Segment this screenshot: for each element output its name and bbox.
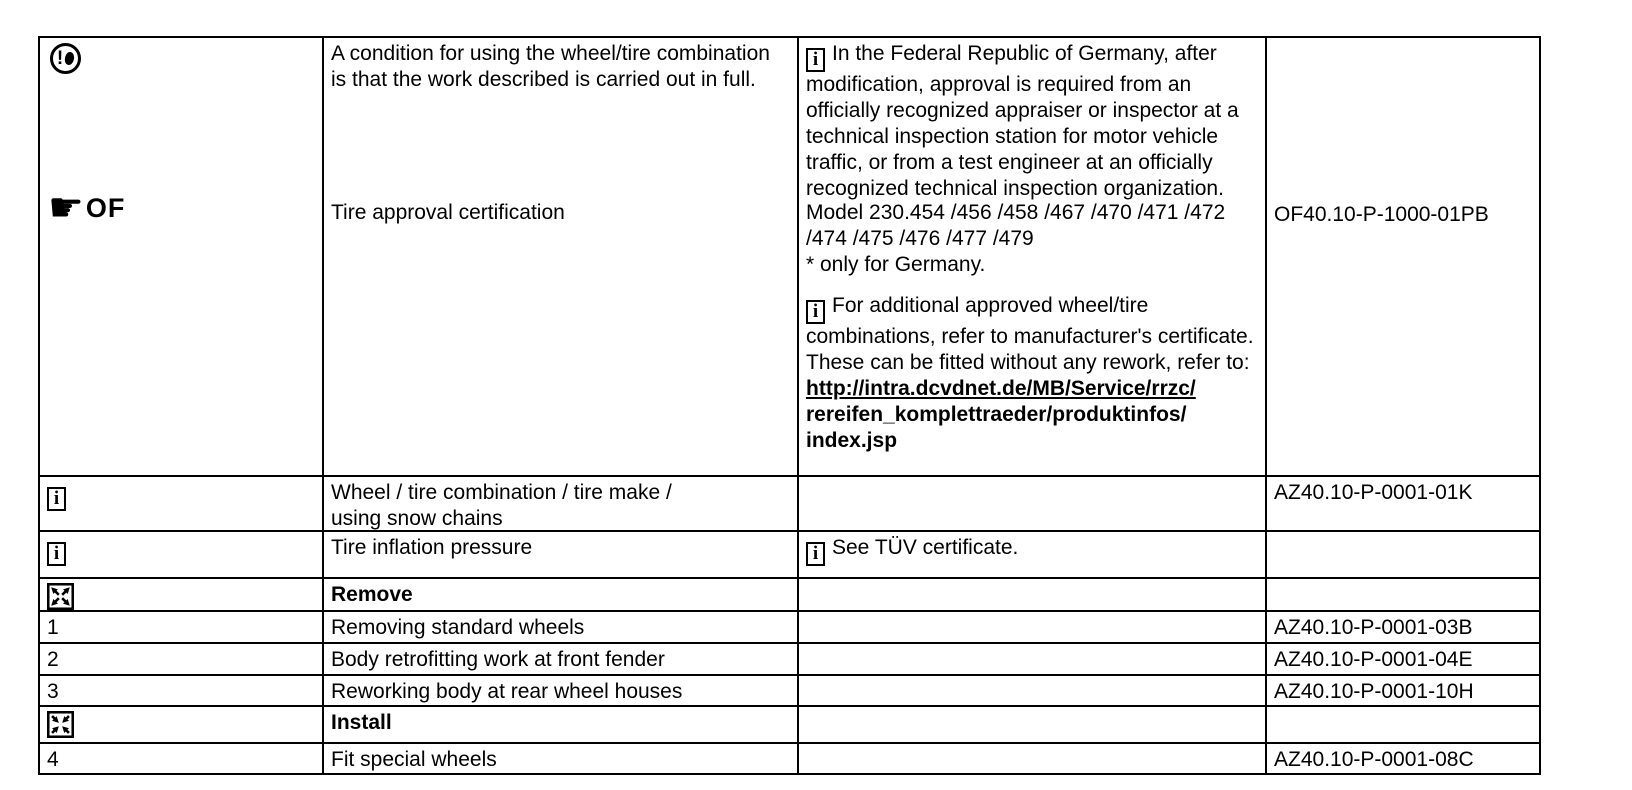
row-notes-cell bbox=[797, 577, 1265, 610]
document-code: AZ40.10-P-0001-04E bbox=[1274, 648, 1473, 671]
row-notes-cell bbox=[797, 610, 1265, 642]
note-text: See TÜV certificate. bbox=[832, 536, 1019, 559]
document-code: OF40.10-P-1000-01PB bbox=[1274, 203, 1489, 226]
row-notes-cell bbox=[797, 705, 1265, 742]
info-icon: i bbox=[47, 542, 66, 566]
row1-notes-cell bbox=[797, 38, 1265, 475]
row-document-code-cell bbox=[1265, 705, 1539, 742]
row-description-cell bbox=[322, 530, 797, 577]
row-document-code-cell bbox=[1265, 577, 1539, 610]
row-notes-cell bbox=[797, 530, 1265, 577]
info-icon: i bbox=[806, 542, 825, 566]
description-line: using snow chains bbox=[331, 507, 503, 530]
row-step-cell bbox=[40, 642, 322, 674]
row-document-code-cell bbox=[1265, 530, 1539, 577]
description-line: Tire inflation pressure bbox=[331, 536, 533, 559]
row-notes-cell bbox=[797, 742, 1265, 773]
row-symbol-cell bbox=[40, 577, 322, 610]
step-number: 4 bbox=[47, 748, 59, 771]
row-description-cell bbox=[322, 642, 797, 674]
row-notes-cell bbox=[797, 674, 1265, 705]
row1-document-code-cell bbox=[1265, 38, 1539, 475]
intranet-link-line2[interactable]: rereifen_komplettraeder/produktinfos/ bbox=[806, 402, 1187, 426]
row-notes-cell bbox=[797, 642, 1265, 674]
arrows-in-icon bbox=[47, 711, 74, 738]
germany-only-line: * only for Germany. bbox=[806, 253, 986, 276]
row-document-code-cell bbox=[1265, 610, 1539, 642]
row-document-code-cell bbox=[1265, 642, 1539, 674]
document-code: AZ40.10-P-0001-03B bbox=[1274, 616, 1473, 639]
step-number: 1 bbox=[47, 616, 59, 639]
step-number: 2 bbox=[47, 648, 59, 671]
row-symbol-cell bbox=[40, 475, 322, 530]
description-line: Fit special wheels bbox=[331, 748, 497, 771]
row-symbol-cell bbox=[40, 705, 322, 742]
pointer-of-symbol bbox=[48, 185, 126, 231]
row-document-code-cell bbox=[1265, 742, 1539, 773]
model-line: Model 230.454 /456 /458 /467 /470 /471 /472 /474 /475 /476 /477 /479 bbox=[806, 201, 1226, 250]
row-description-cell bbox=[322, 742, 797, 773]
pointing-hand-icon: ☛ bbox=[48, 185, 84, 231]
row1-symbol-cell bbox=[40, 38, 322, 475]
row-description-cell bbox=[322, 475, 797, 530]
row1-description-cell bbox=[322, 38, 797, 475]
description-line: Body retrofitting work at front fender bbox=[331, 648, 665, 671]
info-icon: i bbox=[47, 487, 66, 511]
row-description-cell bbox=[322, 610, 797, 642]
additional-note: i For additional approved wheel/tire combinations, refer to manufacturer's certificate. These can be fitted without any rework, refer to: bbox=[806, 294, 1254, 374]
germany-note: i In the Federal Republic of Germany, after modification, approval is required from an officially recognized appraiser or inspector at a technical inspection station for motor vehicle traffic, or from a test engineer at an officially recognized technical inspection organization. bbox=[806, 42, 1239, 200]
arrows-out-icon bbox=[47, 583, 74, 610]
document-code: AZ40.10-P-0001-08C bbox=[1274, 748, 1474, 771]
pointer-label: OF bbox=[85, 193, 126, 223]
description-line: Removing standard wheels bbox=[331, 616, 585, 639]
info-icon: i bbox=[806, 48, 825, 72]
section-header-remove: Remove bbox=[322, 577, 797, 610]
condition-text: A condition for using the wheel/tire combination is that the work described is carried out in full. bbox=[331, 42, 770, 91]
model-block bbox=[806, 200, 1258, 454]
row-description-cell bbox=[322, 674, 797, 705]
section-header-install: Install bbox=[322, 705, 797, 742]
row-step-cell bbox=[40, 610, 322, 642]
row-step-cell bbox=[40, 742, 322, 773]
intranet-link-line3[interactable]: index.jsp bbox=[806, 428, 898, 452]
info-icon: i bbox=[806, 300, 825, 324]
row-step-cell bbox=[40, 674, 322, 705]
document-code: AZ40.10-P-0001-01K bbox=[1274, 481, 1473, 504]
description-line: Reworking body at rear wheel houses bbox=[331, 680, 683, 703]
task-label: Tire approval certification bbox=[331, 201, 565, 224]
row-document-code-cell bbox=[1265, 475, 1539, 530]
row-symbol-cell bbox=[40, 530, 322, 577]
description-line: Wheel / tire combination / tire make / bbox=[331, 481, 672, 504]
document-code: AZ40.10-P-0001-10H bbox=[1274, 680, 1474, 703]
warning-circle-icon: ! bbox=[50, 43, 81, 74]
row-document-code-cell bbox=[1265, 674, 1539, 705]
service-procedure-table bbox=[38, 36, 1541, 775]
intranet-link-line1[interactable]: http://intra.dcvdnet.de/MB/Service/rrzc/ bbox=[806, 376, 1196, 400]
row-notes-cell bbox=[797, 475, 1265, 530]
step-number: 3 bbox=[47, 680, 59, 703]
